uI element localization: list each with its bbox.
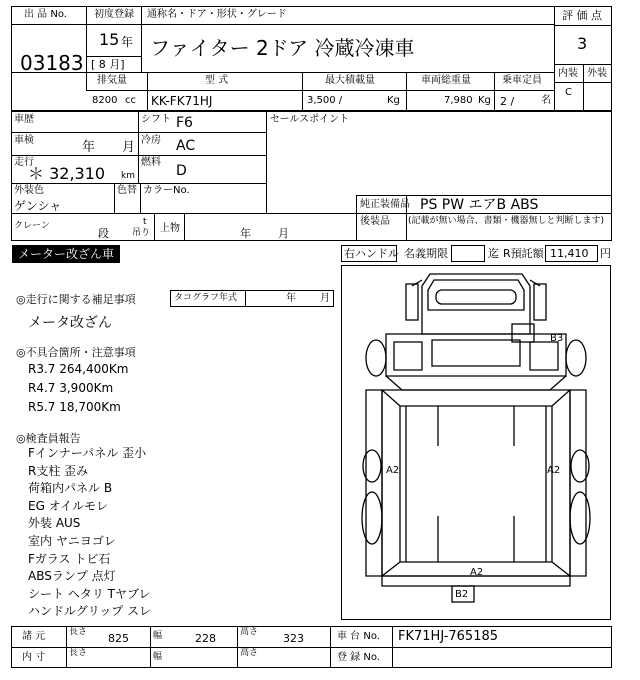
crane-ton: 吊り	[132, 228, 151, 238]
history-label: 車歴	[14, 114, 34, 125]
capacity: 2 /	[500, 95, 515, 108]
tachograph-label: タコグラフ年式	[174, 293, 238, 303]
inspector-note-item: 外装 AUS	[28, 516, 81, 531]
inspection-year: 年	[82, 140, 96, 155]
damage-mark-b3: B3	[550, 333, 564, 344]
aftermarket-note: (記載が無い場合、書類・機器無しと判断します)	[408, 216, 605, 226]
lot-no: 03183	[20, 51, 84, 75]
interior-grade: C	[565, 87, 572, 98]
height-label: 高さ	[240, 627, 259, 637]
tacho-year: 年	[286, 293, 296, 304]
exterior-grade-label: 外装	[587, 68, 607, 79]
recycle-label: R預託額	[503, 247, 544, 260]
interior-height-label: 高さ	[240, 648, 259, 658]
damage-mark-a2-rear: A2	[470, 567, 484, 578]
first-reg-year: 15	[99, 30, 120, 49]
score-label: 評 価 点	[562, 9, 602, 22]
lot-no-label: 出 品 No.	[24, 9, 67, 20]
fuel-label: 燃料	[141, 157, 161, 168]
aircon-value: AC	[176, 138, 196, 154]
model-code: KK-FK71HJ	[151, 94, 213, 108]
max-load-label: 最大積載量	[325, 75, 375, 86]
damage-mark-a2-left: A2	[386, 465, 400, 476]
gross-weight: 7,980	[444, 95, 473, 106]
model-name: ファイター 2ドア 冷蔵冷凍車	[150, 36, 415, 60]
driving-header: ◎走行に関する補足事項	[16, 293, 136, 306]
first-reg-month: [ 8 月]	[91, 58, 125, 71]
inspector-note-item: Fインナーパネル 歪小	[28, 446, 147, 460]
color-label: 外装色	[14, 185, 44, 196]
deck-year: 年	[240, 227, 251, 240]
mileage-unit: km	[121, 171, 135, 181]
displacement-label: 排気量	[97, 75, 127, 86]
name-change-box	[451, 245, 485, 262]
inspector-note-item: R支柱 歪み	[28, 463, 89, 478]
tax-label: 迄	[488, 247, 499, 260]
inspector-note-item: Fガラス トビ石	[28, 551, 111, 566]
displacement: 8200	[92, 95, 118, 106]
displacement-unit: cc	[125, 95, 136, 106]
interior-width-label: 幅	[153, 652, 163, 662]
inspection-label: 車検	[14, 135, 34, 146]
inspector-note-item: ABSランプ 点灯	[28, 569, 116, 584]
width-label: 幅	[153, 631, 163, 641]
score-value: 3	[577, 34, 588, 53]
height-value: 323	[283, 632, 304, 645]
crane-label: クレーン	[14, 221, 50, 231]
inspector-note-item: 荷箱内パネル B	[28, 481, 113, 496]
mileage-label: 走行	[14, 157, 34, 168]
gross-weight-unit: Kg	[478, 95, 491, 106]
driving-note: メータ改ざん	[28, 315, 112, 331]
color-value: ゲンシャ	[14, 199, 62, 213]
name-change-label: 名義期限	[404, 247, 448, 260]
interior-dim-label: 内 寸	[22, 652, 46, 663]
defects-header: ◎不具合箇所・注意事項	[16, 346, 136, 359]
interior-length-label: 長さ	[69, 648, 88, 658]
shift-value: F6	[176, 115, 193, 131]
damage-mark-b2: B2	[455, 589, 469, 600]
defect-item: R5.7 18,700Km	[28, 400, 121, 414]
damage-mark-a2-right: A2	[547, 465, 561, 476]
defect-item: R4.7 3,900Km	[28, 381, 114, 395]
shift-label: シフト	[141, 114, 171, 125]
deck-month: 月	[278, 227, 289, 240]
tampered-meter-banner: メーター改ざん車	[12, 245, 120, 263]
aftermarket-label: 後装品	[360, 216, 390, 227]
model-code-label: 型 式	[205, 75, 229, 86]
mileage-value: ＊ 32,310	[28, 164, 106, 183]
first-reg-label: 初度登録	[94, 9, 134, 20]
chassis-label: 車 台 No.	[337, 631, 380, 642]
dimensions-label: 諸 元	[22, 631, 46, 642]
recycle-unit: 円	[600, 247, 611, 260]
capacity-unit: 名	[541, 95, 551, 106]
crane-stage: 段	[98, 227, 109, 240]
deck-label: 上物	[160, 223, 180, 234]
color-no-label: カラーNo.	[143, 185, 190, 196]
length-value: 825	[108, 632, 129, 645]
inspector-header: ◎検査員報告	[16, 432, 81, 445]
inspector-note-item: 室内 ヤニヨゴレ	[28, 534, 116, 548]
max-load: 3,500 /	[307, 95, 343, 106]
tacho-month: 月	[320, 293, 330, 304]
capacity-label: 乗車定員	[502, 75, 542, 86]
rhd-label: 右ハンドル	[344, 247, 399, 260]
vehicle-diagram	[341, 265, 611, 620]
length-label: 長さ	[69, 627, 88, 637]
inspector-note-item: ハンドルグリップ スレ	[28, 604, 152, 619]
gross-weight-label: 車両総重量	[421, 75, 471, 86]
inspector-note-item: シート ヘタリ Tヤブレ	[28, 586, 151, 601]
max-load-unit: Kg	[387, 95, 400, 106]
first-reg-year-unit: 年	[121, 35, 134, 49]
crane-ton-unit: t	[143, 217, 147, 227]
fuel-value: D	[176, 163, 187, 179]
interior-grade-label: 内装	[558, 68, 578, 79]
model-name-label: 通称名・ドア・形状・グレード	[147, 9, 287, 20]
registration-label: 登 録 No.	[337, 652, 380, 663]
inspector-note-item: EG オイルモレ	[28, 498, 109, 513]
defect-item: R3.7 264,400Km	[28, 362, 129, 376]
aircon-label: 冷房	[141, 135, 161, 146]
equipment-label: 純正装備品	[360, 199, 410, 210]
equipment-value: PS PW エアB ABS	[420, 197, 539, 213]
chassis-no: FK71HJ-765185	[398, 629, 499, 644]
width-value: 228	[195, 632, 216, 645]
inspection-month: 月	[122, 140, 136, 155]
color-code-label: 色替	[117, 185, 137, 196]
recycle-amount: 11,410	[550, 247, 589, 260]
sales-point-label: セールスポイント	[270, 114, 350, 125]
